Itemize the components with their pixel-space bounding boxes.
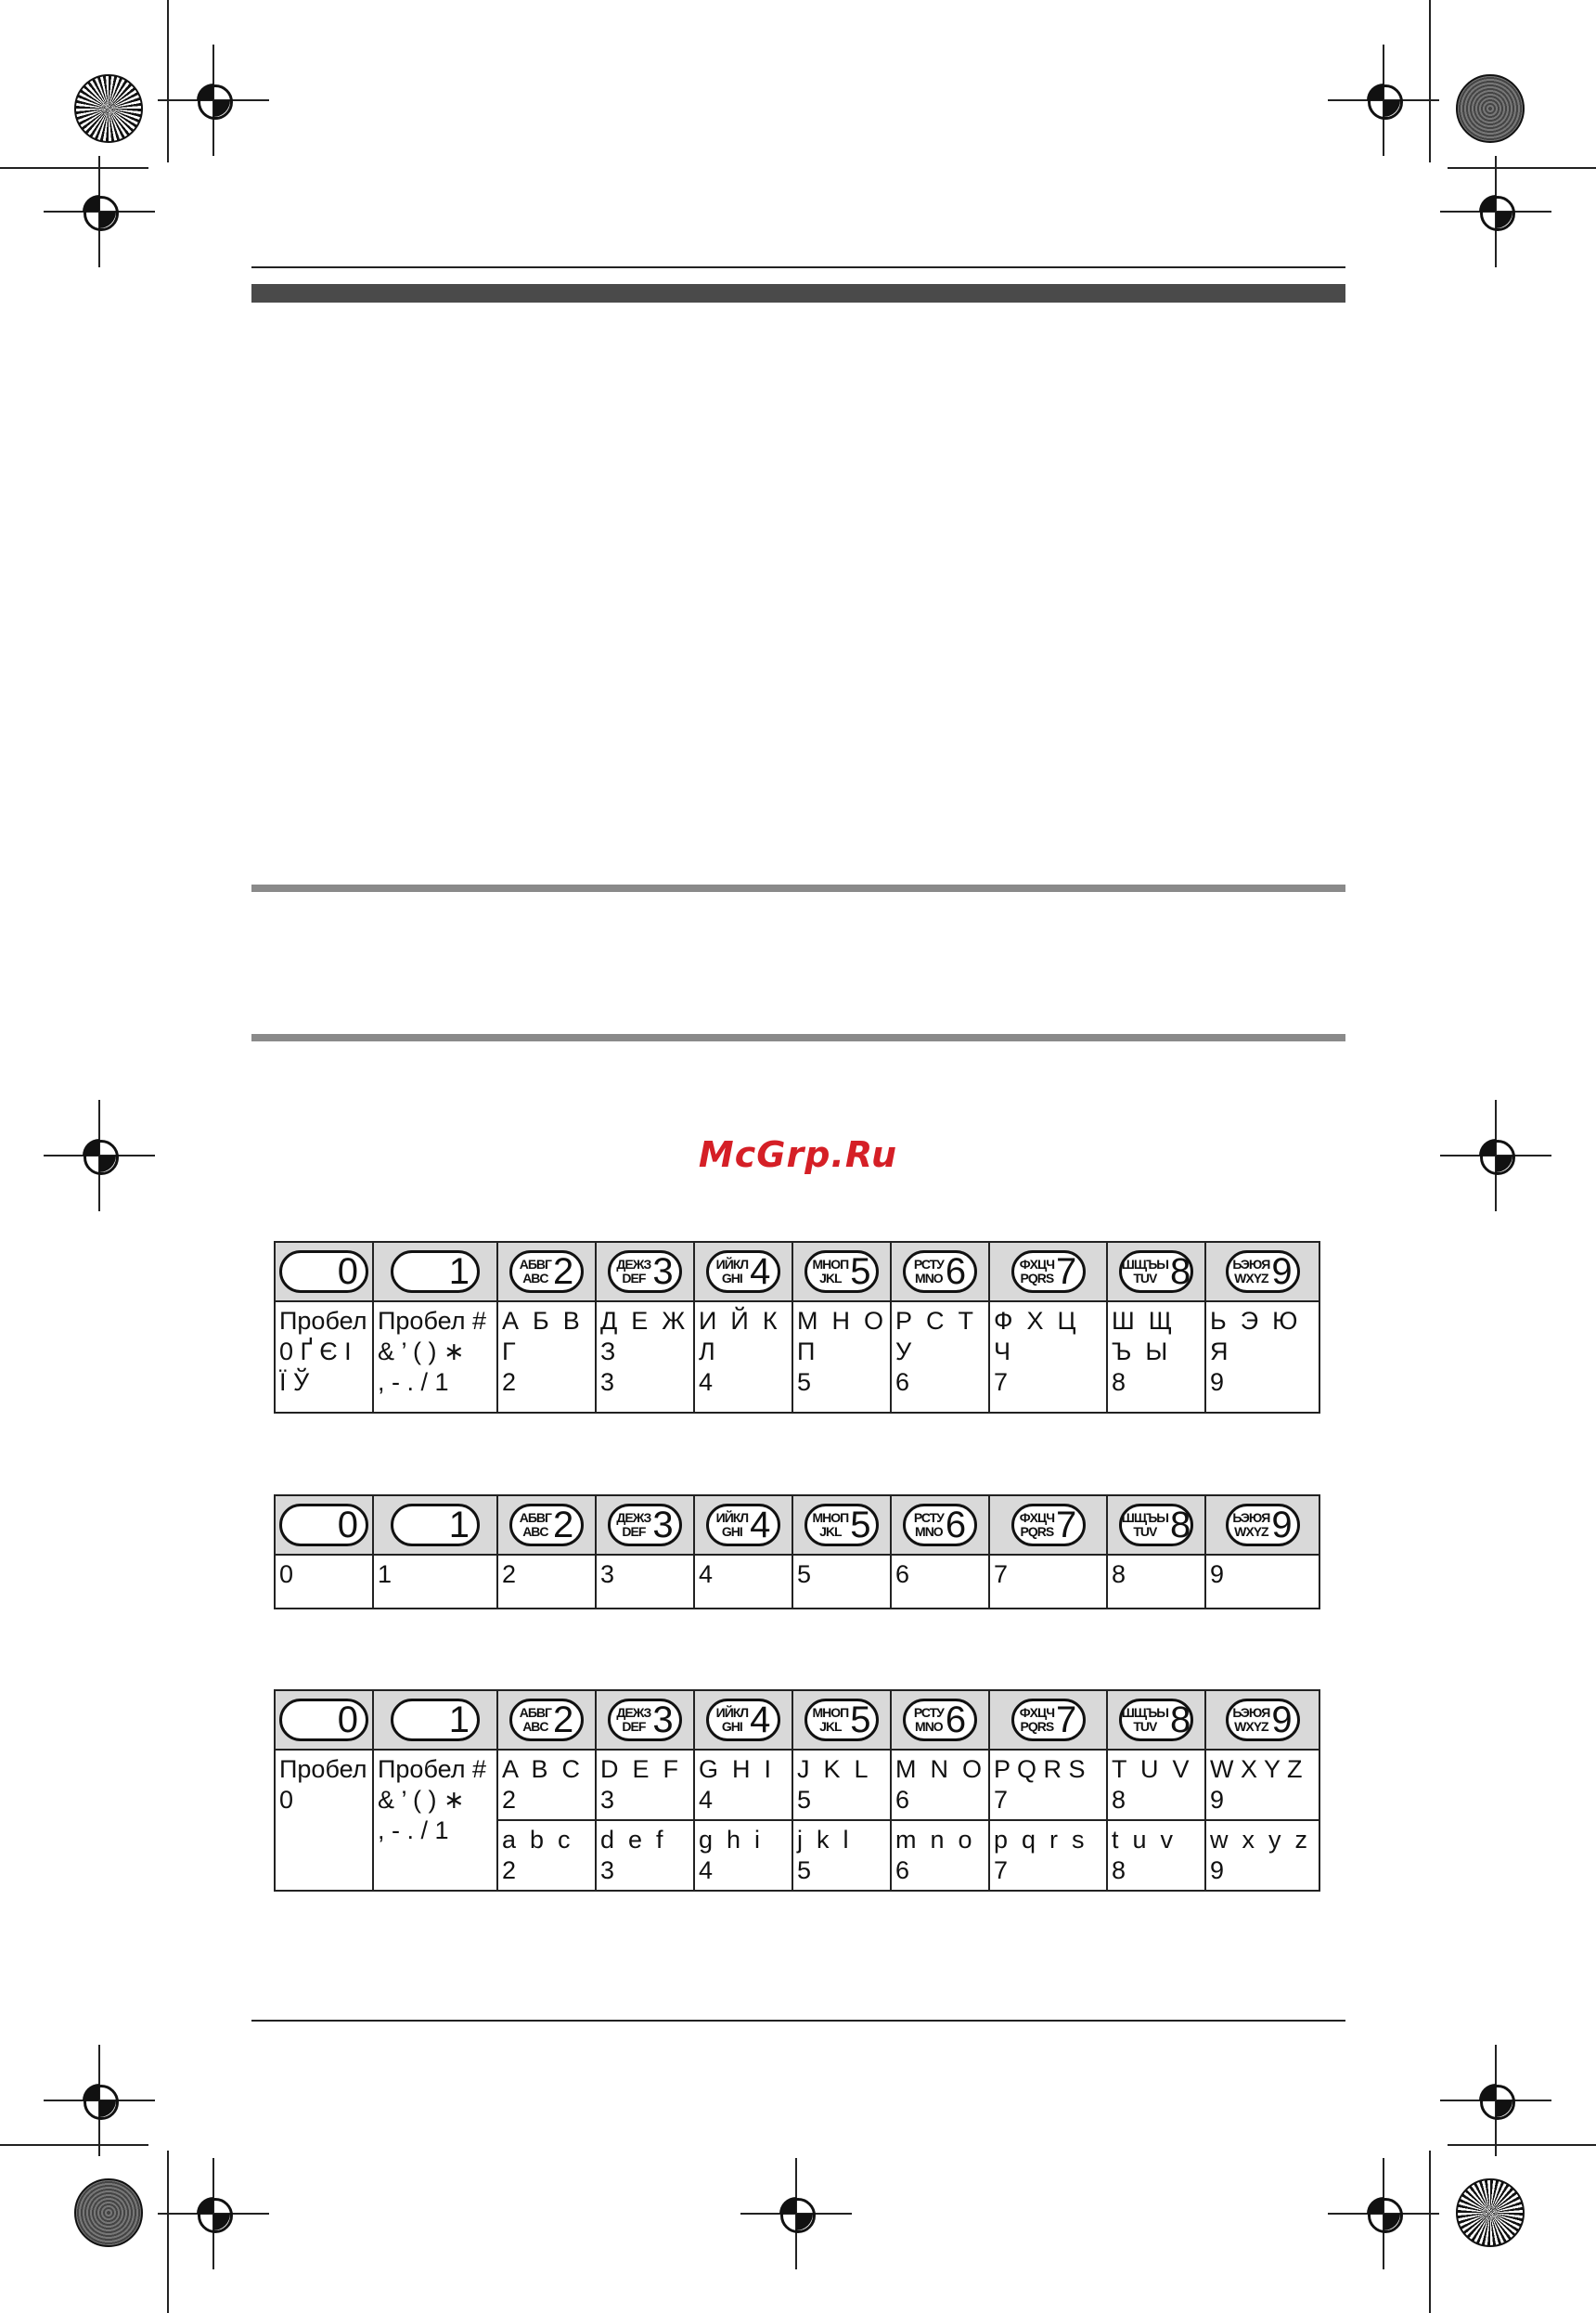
key-letters (616, 1706, 650, 1734)
key-digit: 2 (552, 1251, 574, 1292)
key-cell (275, 1690, 373, 1750)
crop-line (0, 167, 148, 169)
key-cell (694, 1495, 792, 1555)
key-cell (1205, 1690, 1319, 1750)
key-letter-group: ABC (522, 1271, 548, 1286)
section-rule-bottom (251, 1034, 1345, 1041)
table-cell: g h i 4 (694, 1820, 792, 1891)
key-cell (497, 1242, 596, 1301)
key-letter-group: WXYZ (1234, 1271, 1268, 1286)
key-letters (1020, 1258, 1054, 1286)
key-digit: 5 (850, 1699, 871, 1740)
key-digit: 0 (337, 1251, 358, 1292)
table-cell: T U V 8 (1107, 1750, 1205, 1820)
table-cell: M N O 6 (891, 1750, 989, 1820)
key-cell (989, 1242, 1107, 1301)
crop-line (167, 0, 169, 162)
color-disk-mark-icon (74, 2178, 143, 2247)
table-cell: J K L 5 (792, 1750, 891, 1820)
key-cell (275, 1495, 373, 1555)
key-letter-group: TUV (1133, 1271, 1157, 1286)
key-digit: 1 (448, 1251, 470, 1292)
table-cell: Ь Э Ю Я 9 (1205, 1301, 1319, 1413)
key-letters (616, 1511, 650, 1539)
key-cell (792, 1495, 891, 1555)
table-cell: 4 (694, 1555, 792, 1609)
key-letter-group: ДЕЖЗ (616, 1257, 651, 1272)
key-cell (792, 1242, 891, 1301)
key-letter-group: ABC (522, 1719, 548, 1734)
key-letters (813, 1258, 849, 1286)
key-8-icon (1119, 1504, 1193, 1546)
crop-line (1448, 2144, 1596, 2146)
cyrillic-char-row (275, 1301, 1319, 1413)
key-letter-group: DEF (622, 1271, 646, 1286)
key-4-icon (706, 1699, 780, 1741)
key-digit: 4 (750, 1505, 771, 1545)
key-letter-group: АБВГ (519, 1510, 551, 1525)
cyrillic-character-table (274, 1241, 1320, 1414)
key-letters (1020, 1511, 1054, 1539)
key-cell (989, 1495, 1107, 1555)
key-cell (694, 1690, 792, 1750)
key-letter-group: MNO (915, 1719, 943, 1734)
key-digit: 6 (945, 1699, 967, 1740)
key-cell (275, 1242, 373, 1301)
key-letter-group: GHI (721, 1719, 742, 1734)
key-0-icon (279, 1250, 368, 1293)
key-digit: 5 (850, 1505, 871, 1545)
key-letter-group: PQRS (1020, 1271, 1054, 1286)
key-letters (520, 1511, 551, 1539)
key-digit: 3 (652, 1251, 674, 1292)
key-cell (694, 1242, 792, 1301)
key-6-icon (903, 1504, 977, 1546)
key-cell (891, 1495, 989, 1555)
key-cell (1205, 1242, 1319, 1301)
key-1-icon (391, 1250, 480, 1293)
key-letters (716, 1258, 749, 1286)
key-5-icon (804, 1504, 879, 1546)
key-digit: 4 (750, 1251, 771, 1292)
table-cell: t u v 8 (1107, 1820, 1205, 1891)
table-cell: 1 (373, 1555, 497, 1609)
key-letters (520, 1258, 551, 1286)
key-letter-group: АБВГ (519, 1705, 551, 1720)
key-letter-group: ИЙКЛ (715, 1510, 749, 1525)
key-letters (813, 1706, 849, 1734)
header-rule-thick (251, 284, 1345, 303)
table-cell: m n o 6 (891, 1820, 989, 1891)
key-digit: 7 (1056, 1251, 1077, 1292)
key-3-icon (608, 1250, 682, 1293)
key-letter-group: ФХЦЧ (1019, 1257, 1055, 1272)
key-digit: 9 (1271, 1505, 1293, 1545)
starburst-mark-icon (74, 74, 143, 143)
table-cell: 3 (596, 1555, 694, 1609)
key-digit: 7 (1056, 1699, 1077, 1740)
table-cell: W X Y Z 9 (1205, 1750, 1319, 1820)
watermark: McGrp.Ru (698, 1134, 898, 1175)
key-digit: 7 (1056, 1505, 1077, 1545)
numeric-character-table (274, 1494, 1320, 1609)
key-letters (520, 1706, 551, 1734)
table-cell: w x y z 9 (1205, 1820, 1319, 1891)
key-digit: 9 (1271, 1251, 1293, 1292)
key-letter-group: РСТУ (913, 1510, 944, 1525)
key-digit: 1 (448, 1505, 470, 1545)
key-1-icon (391, 1504, 480, 1546)
key-digit: 3 (652, 1505, 674, 1545)
key-digit: 6 (945, 1505, 967, 1545)
crop-line (1429, 0, 1431, 162)
key-row (275, 1495, 1319, 1555)
key-letter-group: ИЙКЛ (715, 1705, 749, 1720)
key-letter-group: DEF (622, 1524, 646, 1539)
table-cell: D E F 3 (596, 1750, 694, 1820)
key-cell (596, 1495, 694, 1555)
key-letter-group: ФХЦЧ (1019, 1510, 1055, 1525)
key-letter-group: TUV (1133, 1524, 1157, 1539)
key-4-icon (706, 1250, 780, 1293)
crop-line (167, 2151, 169, 2313)
key-letter-group: МНОП (812, 1510, 849, 1525)
key-letter-group: РСТУ (913, 1257, 944, 1272)
table-cell: 9 (1205, 1555, 1319, 1609)
key-digit: 9 (1271, 1699, 1293, 1740)
key-digit: 3 (652, 1699, 674, 1740)
table-cell: 0 (275, 1555, 373, 1609)
key-7-icon (1011, 1250, 1086, 1293)
key-3-icon (608, 1699, 682, 1741)
key-letter-group: JKL (819, 1271, 842, 1286)
key-cell (792, 1690, 891, 1750)
key-cell (596, 1690, 694, 1750)
key-letter-group: МНОП (812, 1705, 849, 1720)
key-letter-group: ФХЦЧ (1019, 1705, 1055, 1720)
key-letters (716, 1511, 749, 1539)
table-cell: Ш Щ Ъ Ы 8 (1107, 1301, 1205, 1413)
key-2-icon (509, 1504, 584, 1546)
key-cell (596, 1242, 694, 1301)
table-cell: 7 (989, 1555, 1107, 1609)
key-letters (914, 1511, 944, 1539)
key-digit: 1 (448, 1699, 470, 1740)
key-digit: 8 (1169, 1251, 1191, 1292)
key-letter-group: JKL (819, 1719, 842, 1734)
key-letter-group: MNO (915, 1524, 943, 1539)
key-1-icon (391, 1699, 480, 1741)
key-letter-group: GHI (721, 1271, 742, 1286)
table-cell: P Q R S 7 (989, 1750, 1107, 1820)
key-2-icon (509, 1699, 584, 1741)
footer-rule (251, 2020, 1345, 2022)
header-rule-thin (251, 266, 1345, 268)
key-cell (1107, 1495, 1205, 1555)
key-7-icon (1011, 1699, 1086, 1741)
table-cell: d e f 3 (596, 1820, 694, 1891)
table-cell: Пробел # & ’ ( ) ∗ , - . / 1 (373, 1301, 497, 1413)
key-letter-group: ИЙКЛ (715, 1257, 749, 1272)
key-8-icon (1119, 1699, 1193, 1741)
key-letter-group: WXYZ (1234, 1719, 1268, 1734)
section-rule-top (251, 885, 1345, 892)
key-digit: 2 (552, 1699, 574, 1740)
latin-character-table (274, 1689, 1320, 1892)
key-letter-group: DEF (622, 1719, 646, 1734)
table-cell: М Н О П 5 (792, 1301, 891, 1413)
key-cell (373, 1690, 497, 1750)
key-cell (373, 1242, 497, 1301)
table-cell: G H I 4 (694, 1750, 792, 1820)
key-letter-group: ДЕЖЗ (616, 1705, 651, 1720)
key-digit: 2 (552, 1505, 574, 1545)
key-letter-group: WXYZ (1234, 1524, 1268, 1539)
table-cell: И Й К Л 4 (694, 1301, 792, 1413)
latin-upper-row (275, 1750, 1319, 1820)
key-letter-group: ШЩЪЫ (1121, 1510, 1168, 1525)
table-cell: 6 (891, 1555, 989, 1609)
key-digit: 8 (1169, 1505, 1191, 1545)
key-5-icon (804, 1699, 879, 1741)
key-0-icon (279, 1504, 368, 1546)
key-digit: 4 (750, 1699, 771, 1740)
key-cell (891, 1690, 989, 1750)
key-letter-group: ЬЭЮЯ (1232, 1257, 1270, 1272)
key-4-icon (706, 1504, 780, 1546)
key-cell (1107, 1242, 1205, 1301)
table-cell: j k l 5 (792, 1820, 891, 1891)
key-cell (497, 1495, 596, 1555)
key-letter-group: ABC (522, 1524, 548, 1539)
key-8-icon (1119, 1250, 1193, 1293)
key-letter-group: ШЩЪЫ (1121, 1705, 1168, 1720)
key-letters (1232, 1511, 1269, 1539)
crop-line (1429, 2151, 1431, 2313)
key-cell (373, 1495, 497, 1555)
key-letter-group: РСТУ (913, 1705, 944, 1720)
key-9-icon (1226, 1504, 1300, 1546)
table-cell: a b c 2 (497, 1820, 596, 1891)
table-cell: 2 (497, 1555, 596, 1609)
numeric-char-row (275, 1555, 1319, 1609)
key-letter-group: JKL (819, 1524, 842, 1539)
key-digit: 6 (945, 1251, 967, 1292)
table-cell: Пробел # & ’ ( ) ∗ , - . / 1 (373, 1750, 497, 1891)
color-disk-mark-icon (1456, 74, 1525, 143)
key-letters (813, 1511, 849, 1539)
key-cell (497, 1690, 596, 1750)
table-cell: 5 (792, 1555, 891, 1609)
key-row (275, 1242, 1319, 1301)
key-digit: 8 (1169, 1699, 1191, 1740)
table-cell: Пробел 0 Ґ Є І Ї Ў (275, 1301, 373, 1413)
key-7-icon (1011, 1504, 1086, 1546)
key-6-icon (903, 1699, 977, 1741)
table-cell: 8 (1107, 1555, 1205, 1609)
key-letter-group: ЬЭЮЯ (1232, 1705, 1270, 1720)
key-letter-group: ДЕЖЗ (616, 1510, 651, 1525)
key-cell (1205, 1495, 1319, 1555)
key-cell (1107, 1690, 1205, 1750)
key-letters (1232, 1258, 1269, 1286)
table-cell: А Б В Г 2 (497, 1301, 596, 1413)
key-letters (1122, 1706, 1168, 1734)
table-cell: A B C 2 (497, 1750, 596, 1820)
key-5-icon (804, 1250, 879, 1293)
key-9-icon (1226, 1699, 1300, 1741)
key-letter-group: TUV (1133, 1719, 1157, 1734)
key-3-icon (608, 1504, 682, 1546)
key-6-icon (903, 1250, 977, 1293)
key-letters (1020, 1706, 1054, 1734)
key-2-icon (509, 1250, 584, 1293)
key-letters (1122, 1258, 1168, 1286)
key-letter-group: МНОП (812, 1257, 849, 1272)
key-letters (616, 1258, 650, 1286)
key-letters (914, 1258, 944, 1286)
table-cell: Ф Х Ц Ч 7 (989, 1301, 1107, 1413)
key-digit: 5 (850, 1251, 871, 1292)
key-letter-group: PQRS (1020, 1719, 1054, 1734)
key-digit: 0 (337, 1505, 358, 1545)
key-letters (716, 1706, 749, 1734)
key-letter-group: MNO (915, 1271, 943, 1286)
table-cell: Пробел 0 (275, 1750, 373, 1891)
key-letter-group: ШЩЪЫ (1121, 1257, 1168, 1272)
key-letter-group: PQRS (1020, 1524, 1054, 1539)
key-letters (914, 1706, 944, 1734)
key-letters (1122, 1511, 1168, 1539)
key-0-icon (279, 1699, 368, 1741)
key-letter-group: ЬЭЮЯ (1232, 1510, 1270, 1525)
key-cell (891, 1242, 989, 1301)
crop-line (0, 2144, 148, 2146)
key-cell (989, 1690, 1107, 1750)
key-letter-group: GHI (721, 1524, 742, 1539)
key-row (275, 1690, 1319, 1750)
key-digit: 0 (337, 1699, 358, 1740)
key-letters (1232, 1706, 1269, 1734)
table-cell: Р С Т У 6 (891, 1301, 989, 1413)
table-cell: Д Е Ж З 3 (596, 1301, 694, 1413)
key-letter-group: АБВГ (519, 1257, 551, 1272)
table-cell: p q r s 7 (989, 1820, 1107, 1891)
crop-line (1448, 167, 1596, 169)
key-9-icon (1226, 1250, 1300, 1293)
starburst-mark-icon (1456, 2178, 1525, 2247)
